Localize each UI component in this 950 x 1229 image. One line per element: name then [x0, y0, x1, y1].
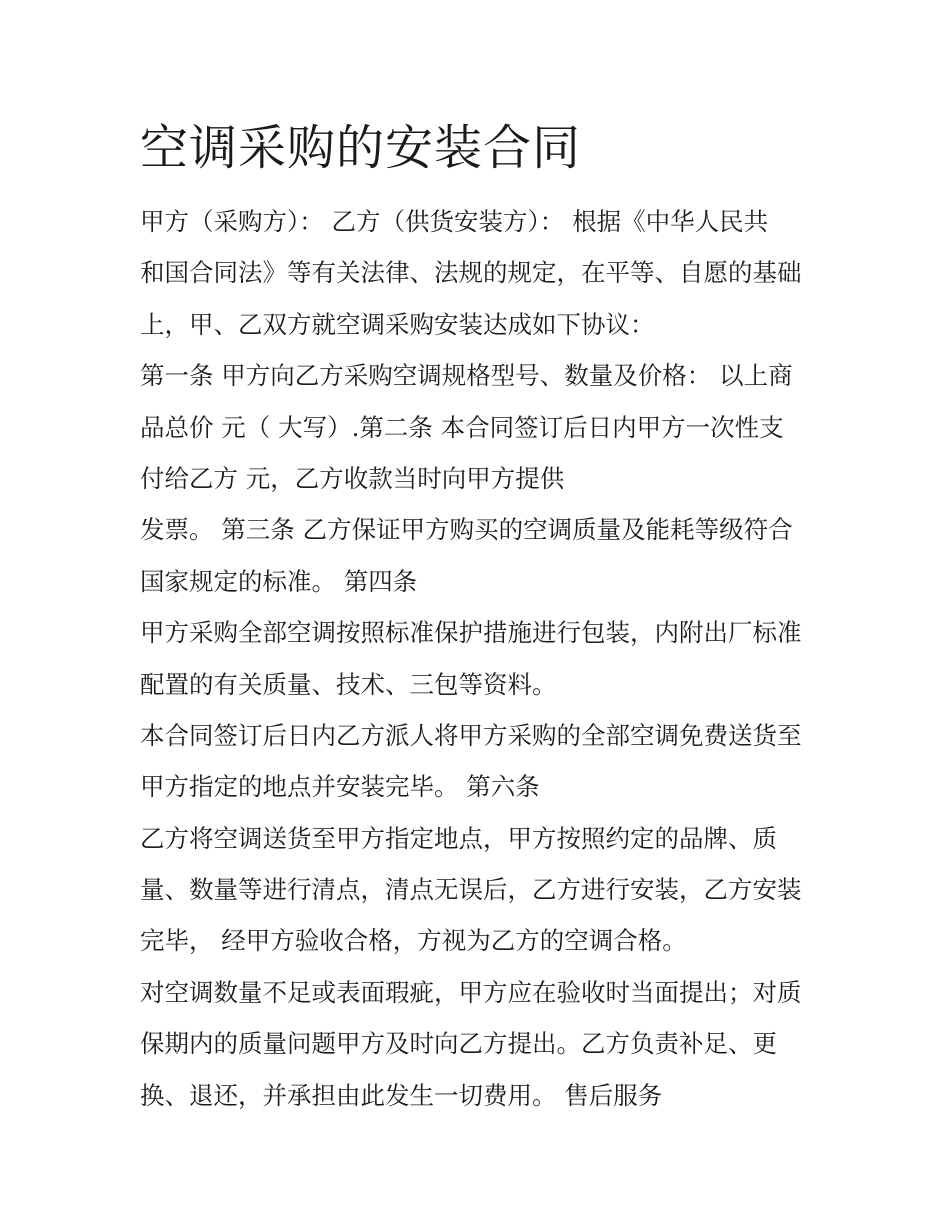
text-line-14: 量、数量等进行清点，清点无误后，乙方进行安装，乙方安装	[140, 875, 802, 905]
text-line-10: 配置的有关质量、技术、三包等资料。	[140, 669, 557, 699]
text-line-6: 付给乙方 元，乙方收款当时向甲方提供	[140, 463, 565, 493]
text-line-1: 甲方（采购方）： 乙方（供货安装方）： 根据《中华人民共	[140, 207, 769, 236]
text-line-5: 品总价 元（ 大写）.第二条 本合同签订后日内甲方一次性支	[140, 412, 784, 442]
text-line-7: 发票。 第三条 乙方保证甲方购买的空调质量及能耗等级符合	[140, 515, 793, 545]
document-title: 空调采购的安装合同	[140, 120, 582, 176]
text-line-15: 完毕， 经甲方验收合格，方视为乙方的空调合格。	[140, 926, 687, 956]
text-line-2: 和国合同法》等有关法律、法规的规定，在平等、自愿的基础	[140, 258, 802, 288]
text-line-9: 甲方采购全部空调按照标准保护措施进行包装，内附出厂标准	[140, 618, 802, 648]
text-line-4: 第一条 甲方向乙方采购空调规格型号、数量及价格： 以上商	[140, 361, 793, 391]
document-body	[140, 196, 820, 1121]
text-line-12: 甲方指定的地点并安装完毕。 第六条	[140, 772, 540, 802]
text-line-17: 保期内的质量问题甲方及时向乙方提出。乙方负责补足、更	[140, 1029, 777, 1059]
text-line-3: 上，甲、乙双方就空调采购安装达成如下协议：	[140, 309, 655, 339]
text-line-18: 换、退还，并承担由此发生一切费用。 售后服务	[140, 1080, 663, 1110]
text-line-16: 对空调数量不足或表面瑕疵，甲方应在验收时当面提出；对质	[140, 977, 802, 1007]
text-line-8: 国家规定的标准。 第四条	[140, 566, 418, 596]
text-line-13: 乙方将空调送货至甲方指定地点，甲方按照约定的品牌、质	[140, 823, 777, 853]
text-line-11: 本合同签订后日内乙方派人将甲方采购的全部空调免费送货至	[140, 720, 802, 750]
